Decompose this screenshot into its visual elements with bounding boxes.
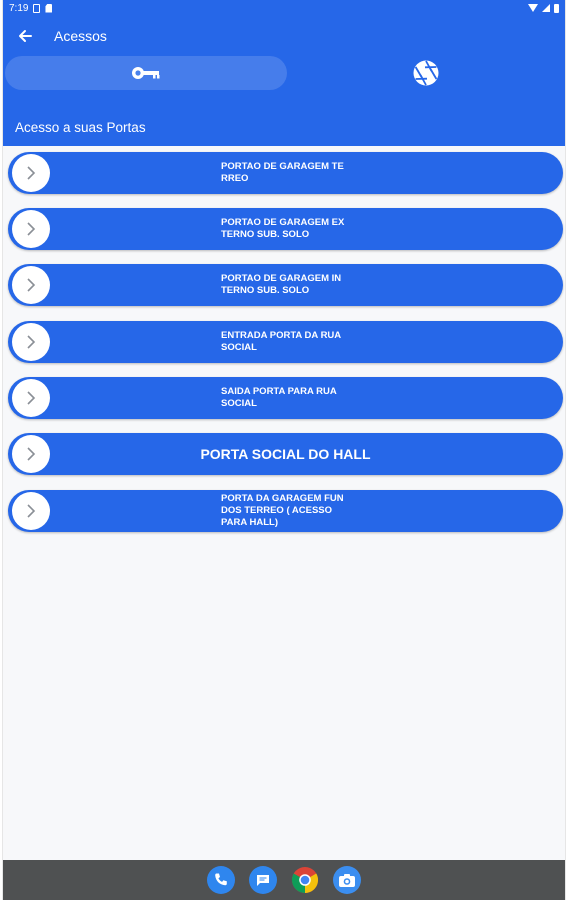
door-item[interactable] (8, 490, 563, 532)
door-item[interactable] (8, 377, 563, 419)
camera-aperture-icon (412, 59, 440, 87)
door-label: ENTRADA PORTA DA RUA SOCIAL (221, 330, 342, 353)
messages-app[interactable] (249, 866, 277, 894)
app-bar (3, 16, 565, 146)
door-label: PORTAO DE GARAGEM EX TERNO SUB. SOLO (221, 217, 345, 240)
chevron-right-icon (26, 504, 36, 518)
door-chevron (12, 210, 50, 248)
door-chevron (12, 379, 50, 417)
section-title: Acesso a suas Portas (15, 120, 146, 135)
chevron-right-icon (26, 166, 36, 180)
page-title: Acessos (54, 28, 107, 44)
sd-card-icon (45, 4, 52, 13)
wifi-icon (528, 4, 538, 12)
phone-app[interactable] (207, 866, 235, 894)
door-item[interactable] (8, 321, 563, 363)
tab-camera[interactable] (285, 56, 566, 90)
status-bar (3, 0, 565, 16)
door-chevron (12, 323, 50, 361)
camera-icon (338, 872, 356, 888)
door-label: PORTAO DE GARAGEM TE RREO (221, 161, 344, 184)
door-chevron (12, 266, 50, 304)
camera-app[interactable] (333, 866, 361, 894)
door-chevron (12, 154, 50, 192)
sim-icon (33, 4, 40, 13)
chrome-app[interactable] (291, 866, 319, 894)
chrome-icon (291, 866, 319, 894)
phone-icon (213, 872, 229, 888)
chevron-right-icon (26, 391, 36, 405)
door-label: SAIDA PORTA PARA RUA SOCIAL (221, 386, 337, 409)
app-screen (2, 0, 566, 900)
tab-bar (3, 56, 565, 90)
key-icon (131, 65, 161, 81)
door-label: PORTAO DE GARAGEM IN TERNO SUB. SOLO (221, 273, 342, 296)
chevron-right-icon (26, 278, 36, 292)
door-item[interactable] (8, 208, 563, 250)
messages-icon (255, 872, 271, 888)
signal-icon (542, 4, 550, 12)
tab-keys[interactable] (5, 56, 287, 90)
status-time: 7:19 (9, 2, 29, 14)
chevron-right-icon (26, 222, 36, 236)
door-chevron (12, 492, 50, 530)
chevron-right-icon (26, 335, 36, 349)
door-label: PORTA DA GARAGEM FUN DOS TERREO ( ACESSO PARA HALL) (221, 493, 344, 528)
door-item[interactable] (8, 433, 563, 475)
door-item[interactable] (8, 152, 563, 194)
door-label: PORTA SOCIAL DO HALL (200, 446, 371, 462)
back-button[interactable] (15, 26, 35, 46)
door-item[interactable] (8, 264, 563, 306)
nav-bar (3, 860, 565, 900)
arrow-left-icon (18, 29, 32, 43)
battery-icon (554, 4, 559, 13)
